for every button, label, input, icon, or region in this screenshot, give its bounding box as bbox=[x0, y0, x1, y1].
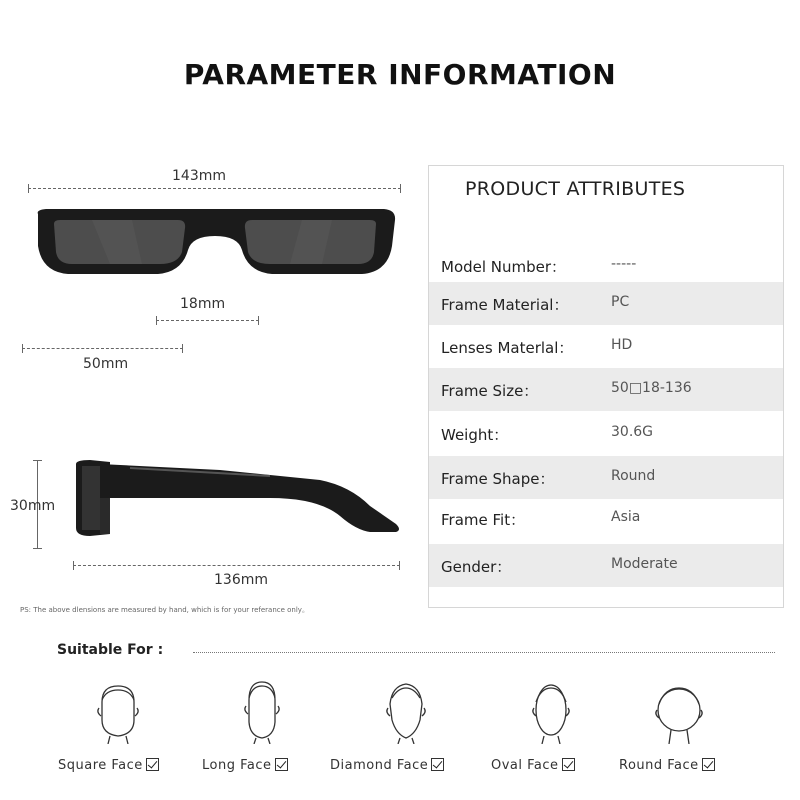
face-round bbox=[619, 680, 739, 780]
attribute-value: Round bbox=[611, 468, 656, 484]
attribute-value: 30.6G bbox=[611, 424, 654, 440]
long-face-icon bbox=[232, 680, 292, 744]
face-label-long: Long Face bbox=[202, 758, 272, 773]
face-label-oval: Oval Face bbox=[491, 758, 559, 773]
attribute-key: Frame Material： bbox=[441, 296, 569, 314]
bridge-dimension-line bbox=[156, 320, 259, 321]
sunglasses-front-image bbox=[32, 206, 398, 280]
sunglasses-side-image bbox=[70, 458, 404, 540]
lens-width-label: 50mm bbox=[83, 356, 129, 372]
temple-dimension-line bbox=[73, 565, 400, 566]
product-attributes-title: PRODUCT ATTRIBUTES bbox=[465, 178, 686, 200]
face-long bbox=[202, 680, 322, 780]
attribute-row-lenses-material bbox=[429, 325, 783, 368]
face-oval bbox=[491, 680, 611, 780]
total-width-label: 143mm bbox=[172, 168, 226, 184]
height-label: 30mm bbox=[10, 498, 56, 514]
measurement-note: PS: The above dlensions are measured by hand, which is for your referance only。 bbox=[20, 606, 309, 614]
bridge-label: 18mm bbox=[180, 296, 226, 312]
attribute-row-model-number bbox=[429, 244, 783, 287]
attribute-value: HD bbox=[611, 337, 633, 353]
suitable-for-divider bbox=[193, 652, 775, 653]
attribute-value: Asia bbox=[611, 509, 641, 525]
attribute-value: ----- bbox=[611, 256, 637, 272]
attribute-value: 50□18-136 bbox=[611, 380, 692, 396]
page-title: PARAMETER INFORMATION bbox=[183, 58, 617, 91]
checkbox-checked-icon bbox=[275, 758, 288, 771]
temple-label: 136mm bbox=[214, 572, 268, 588]
attribute-key: Gender： bbox=[441, 558, 512, 576]
checkbox-checked-icon bbox=[146, 758, 159, 771]
attribute-key: Lenses Materlal： bbox=[441, 339, 574, 357]
suitable-for-label: Suitable For : bbox=[57, 642, 164, 658]
total-width-dimension-line bbox=[28, 188, 401, 189]
attribute-value: Moderate bbox=[611, 556, 678, 572]
attribute-key: Frame Shape： bbox=[441, 470, 555, 488]
attribute-row-frame-shape bbox=[429, 456, 783, 499]
oval-face-icon bbox=[521, 680, 581, 744]
attribute-value: PC bbox=[611, 294, 630, 310]
attribute-key: Model Number： bbox=[441, 258, 567, 276]
checkbox-checked-icon bbox=[562, 758, 575, 771]
square-face-icon bbox=[88, 680, 148, 744]
attribute-key: Weight： bbox=[441, 426, 509, 444]
attribute-row-frame-size bbox=[429, 368, 783, 411]
lens-width-dimension-line bbox=[22, 348, 183, 349]
face-label-square: Square Face bbox=[58, 758, 143, 773]
checkbox-checked-icon bbox=[702, 758, 715, 771]
attribute-row-frame-fit bbox=[429, 497, 783, 540]
face-square bbox=[58, 680, 178, 780]
attribute-key: Frame Fit： bbox=[441, 511, 526, 529]
diamond-face-icon bbox=[376, 680, 436, 744]
attribute-row-weight bbox=[429, 412, 783, 455]
round-face-icon bbox=[649, 680, 709, 744]
attribute-key: Frame Size： bbox=[441, 382, 539, 400]
product-attributes-table bbox=[428, 165, 784, 608]
attribute-row-frame-material bbox=[429, 282, 783, 325]
face-label-round: Round Face bbox=[619, 758, 699, 773]
checkbox-checked-icon bbox=[431, 758, 444, 771]
attribute-row-gender bbox=[429, 544, 783, 587]
face-diamond bbox=[330, 680, 450, 780]
face-label-diamond: Diamond Face bbox=[330, 758, 429, 773]
